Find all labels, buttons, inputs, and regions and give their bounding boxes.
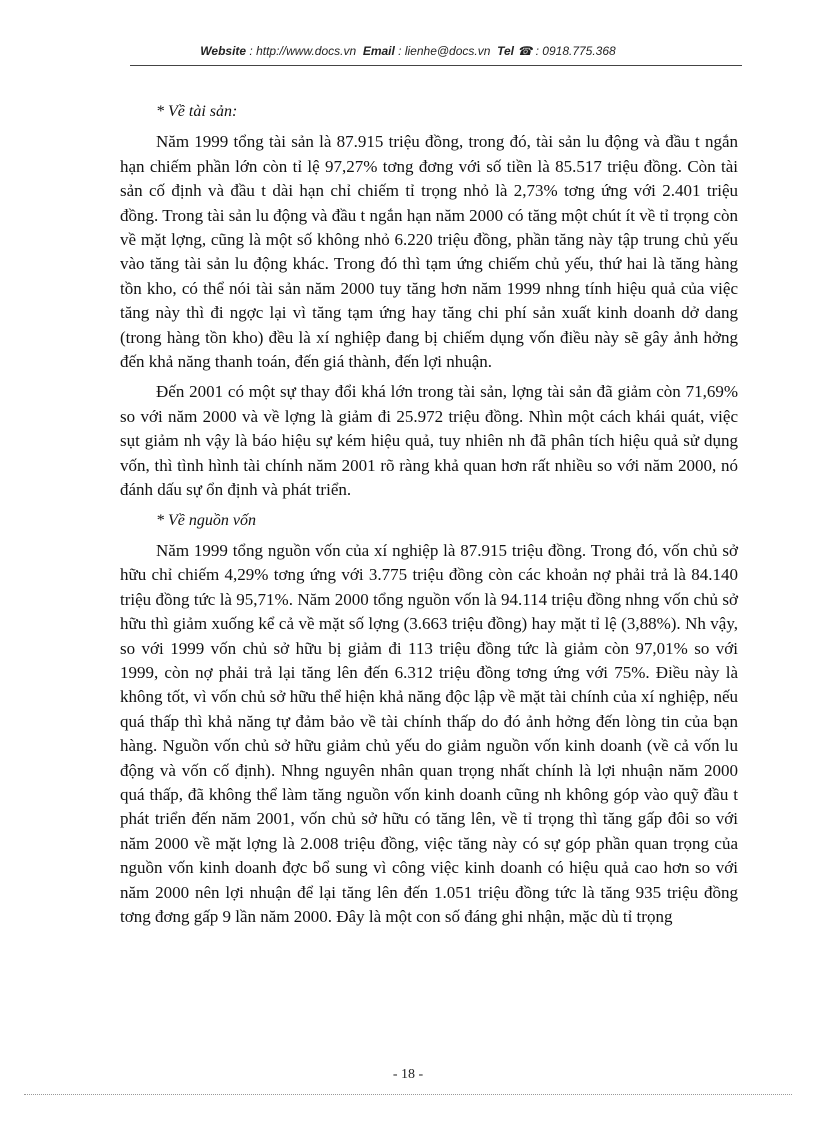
email-value: : lienhe@docs.vn [398,44,491,58]
website-value: : http://www.docs.vn [249,44,357,58]
capital-paragraph-1: Năm 1999 tổng nguồn vốn của xí nghiệp là 87.915 triệu đồng. Trong đó, vốn chủ sở hữu chỉ chiếm 4,29% tơng ứng với 3.775 triệu đồng còn các khoản nợ phải trả là 84.140 triệu đồng tức là 95,71%. Năm 2000 tổng nguồn vốn là 94.114 triệu đồng nhng vốn chủ sở hữu thì giảm xuống kể cả về mặt số lợng (3.663 triệu đồng) hay mặt tỉ lệ (3,88%). Nh vậy, so với 1999 vốn chủ sở hữu bị giảm đi 113 triệu đồng tức là giảm còn 97,01% so với 1999, còn nợ phải trả lại tăng lên đến 6.312 triệu đồng tơng ứng với 75%. Điều này là không tốt, vì vốn chủ sở hữu thể hiện khả năng độc lập về mặt tài chính của xí nghiệp, nếu quá thấp thì khả năng tự đảm bảo về tài chính thấp do đó ảnh hởng đến lòng tin của bạn hàng. Nguồn vốn chủ sở hữu giảm chủ yếu do giảm nguồn vốn kinh doanh (về cả vốn lu động và vốn cố định). Nhng nguyên nhân quan trọng nhất chính là lợi nhuận năm 2000 quá thấp, đã không thể làm tăng nguồn vốn kinh doanh cũng nh không góp vào quỹ đầu t phát triển đến năm 2001, vốn chủ sở hữu có tăng lên, về tỉ trọng thì tăng gấp đôi so với năm 2000 về mặt lợng là 2.008 triệu đồng, việc tăng này có sự góp phần quan trọng của nguồn vốn kinh doanh đợc bổ sung vì công việc kinh doanh có hiệu quả cao hơn so với năm 2000 nên lợi nhuận để lại tăng lên đến 1.051 triệu đồng tức là tăng 935 triệu đồng tơng đơng gấp 9 lần năm 2000. Đây là một con số đáng ghi nhận, mặc dù tỉ trọng [120,540,738,926]
tel-value: : 0918.775.368 [535,44,616,58]
assets-paragraph-2: Đến 2001 có một sự thay đổi khá lớn trong tài sản, lợng tài sản đã giảm còn 71,69% so với năm 2000 và về lợng là giảm đi 25.972 triệu đồng. Nhìn một cách khái quát, việc sụt giảm nh vậy là báo hiệu sự kém hiệu quả, tuy nhiên nh đã phân tích hiệu quả sử dụng vốn, thì tình hình tài chính năm 2001 rõ ràng khả quan hơn rất nhiều so với năm 2000, nó đánh dấu sự ổn định và phát triển. [120,382,738,500]
assets-paragraph-1: Năm 1999 tổng tài sản là 87.915 triệu đồng, trong đó, tài sản lu động và đầu t ngắn hạn chiếm phần lớn còn tỉ lệ 97,27% tơng đơng với số tiền là 85.517 triệu đồng. Còn tài sản cố định và đầu t dài hạn chỉ chiếm tỉ trọng nhỏ là 2,73% tơng ứng với 2.401 triệu đồng. Trong tài sản lu động và đầu t ngắn hạn năm 2000 có tăng một chút ít về tỉ trọng còn về mặt lợng, cũng là một số không nhỏ 6.220 triệu đồng, phần tăng này tập trung chủ yếu vào tăng tài sản lu động khác. Trong đó thì tạm ứng chiếm chủ yếu, thứ hai là tăng hàng tồn kho, có thể nói tài sản năm 2000 tuy tăng hơn năm 1999 nhng tính hiệu quả của việc tăng này thì đi ngợc lại vì tăng tạm ứng hay tăng chi phí sản xuất kinh doanh dở dang (trong hàng tồn kho) đều là xí nghiệp đang bị chiếm dụng vốn điều này sẽ gây ảnh hởng đến khả năng thanh toán, đến giá thành, đến lợi nhuận. [120,132,738,372]
page-header [0,44,816,58]
footer-divider [24,1094,792,1095]
phone-icon: ☎ [517,44,533,58]
email-label: Email [362,44,395,58]
tel-label: Tel [497,44,514,58]
website-label: Website [200,44,247,58]
document-body [120,100,738,929]
header-divider [130,65,742,66]
capital-heading: * Về nguồn vốn [156,511,256,529]
assets-heading: * Về tài sản: [156,103,238,120]
page-number: - 18 - [392,1067,424,1082]
